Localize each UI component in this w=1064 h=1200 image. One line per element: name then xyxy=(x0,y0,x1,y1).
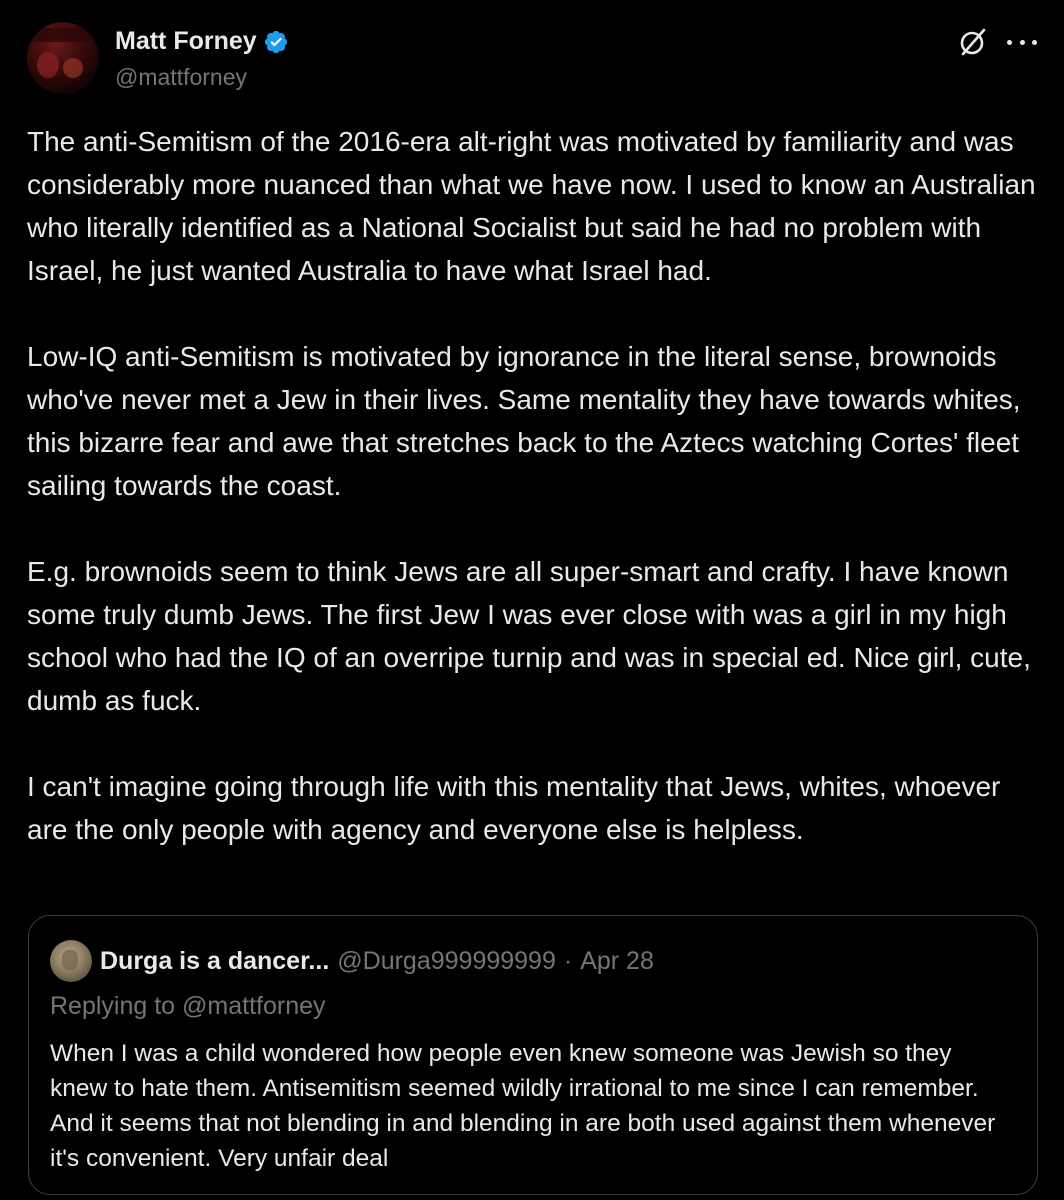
verified-badge-icon xyxy=(263,29,289,55)
more-options-icon[interactable] xyxy=(1007,26,1037,58)
quoted-author-handle[interactable]: @Durga999999999 xyxy=(337,946,556,975)
quoted-author-avatar[interactable] xyxy=(50,940,92,982)
grok-icon[interactable] xyxy=(957,26,989,58)
author-line xyxy=(115,27,289,56)
post-paragraph: Low-IQ anti-Semitism is motivated by ignorance in the literal sense, brownoids who've never met a Jew in their lives. Same mentality they have towards whites, this bizarre fear and awe that stretches back to the Aztecs watching Cortes' fleet sailing towards the coast. xyxy=(27,341,1021,501)
post-text xyxy=(27,120,1042,851)
post-paragraph: The anti-Semitism of the 2016-era alt-right was motivated by familiarity and was considerably more nuanced than what we have now. I used to know an Australian who literally identified as a National Socialist but said he had no problem with Israel, he just wanted Australia to have what Israel had. xyxy=(27,126,1036,286)
author-handle[interactable]: @mattforney xyxy=(115,64,248,90)
quoted-post-date[interactable]: Apr 28 xyxy=(580,946,654,975)
post-paragraph: E.g. brownoids seem to think Jews are all super-smart and crafty. I have known some truly dumb Jews. The first Jew I was ever close with was a girl in my high school who had the IQ of an overripe turnip and was in special ed. Nice girl, cute, dumb as fuck. xyxy=(27,556,1031,716)
author-avatar[interactable] xyxy=(27,22,99,94)
replying-to-label: Replying to @mattforney xyxy=(50,992,326,1020)
quoted-author-name[interactable]: Durga is a dancer... xyxy=(100,946,330,975)
quoted-post-header xyxy=(50,940,654,982)
post-paragraph: I can't imagine going through life with this mentality that Jews, whites, whoever are the only people with agency and everyone else is helpless. xyxy=(27,771,1001,845)
separator-dot: · xyxy=(563,946,573,975)
quoted-post-card[interactable] xyxy=(28,915,1038,1195)
post-header xyxy=(27,22,1037,102)
author-name[interactable]: Matt Forney xyxy=(115,27,257,55)
quoted-post-text: When I was a child wondered how people even knew someone was Jewish so they knew to hate them. Antisemitism seemed wildly irrational to me since I can remember. And it seems that not blending in and blending in are both used against them whenever it's convenient. Very unfair deal xyxy=(50,1040,996,1172)
